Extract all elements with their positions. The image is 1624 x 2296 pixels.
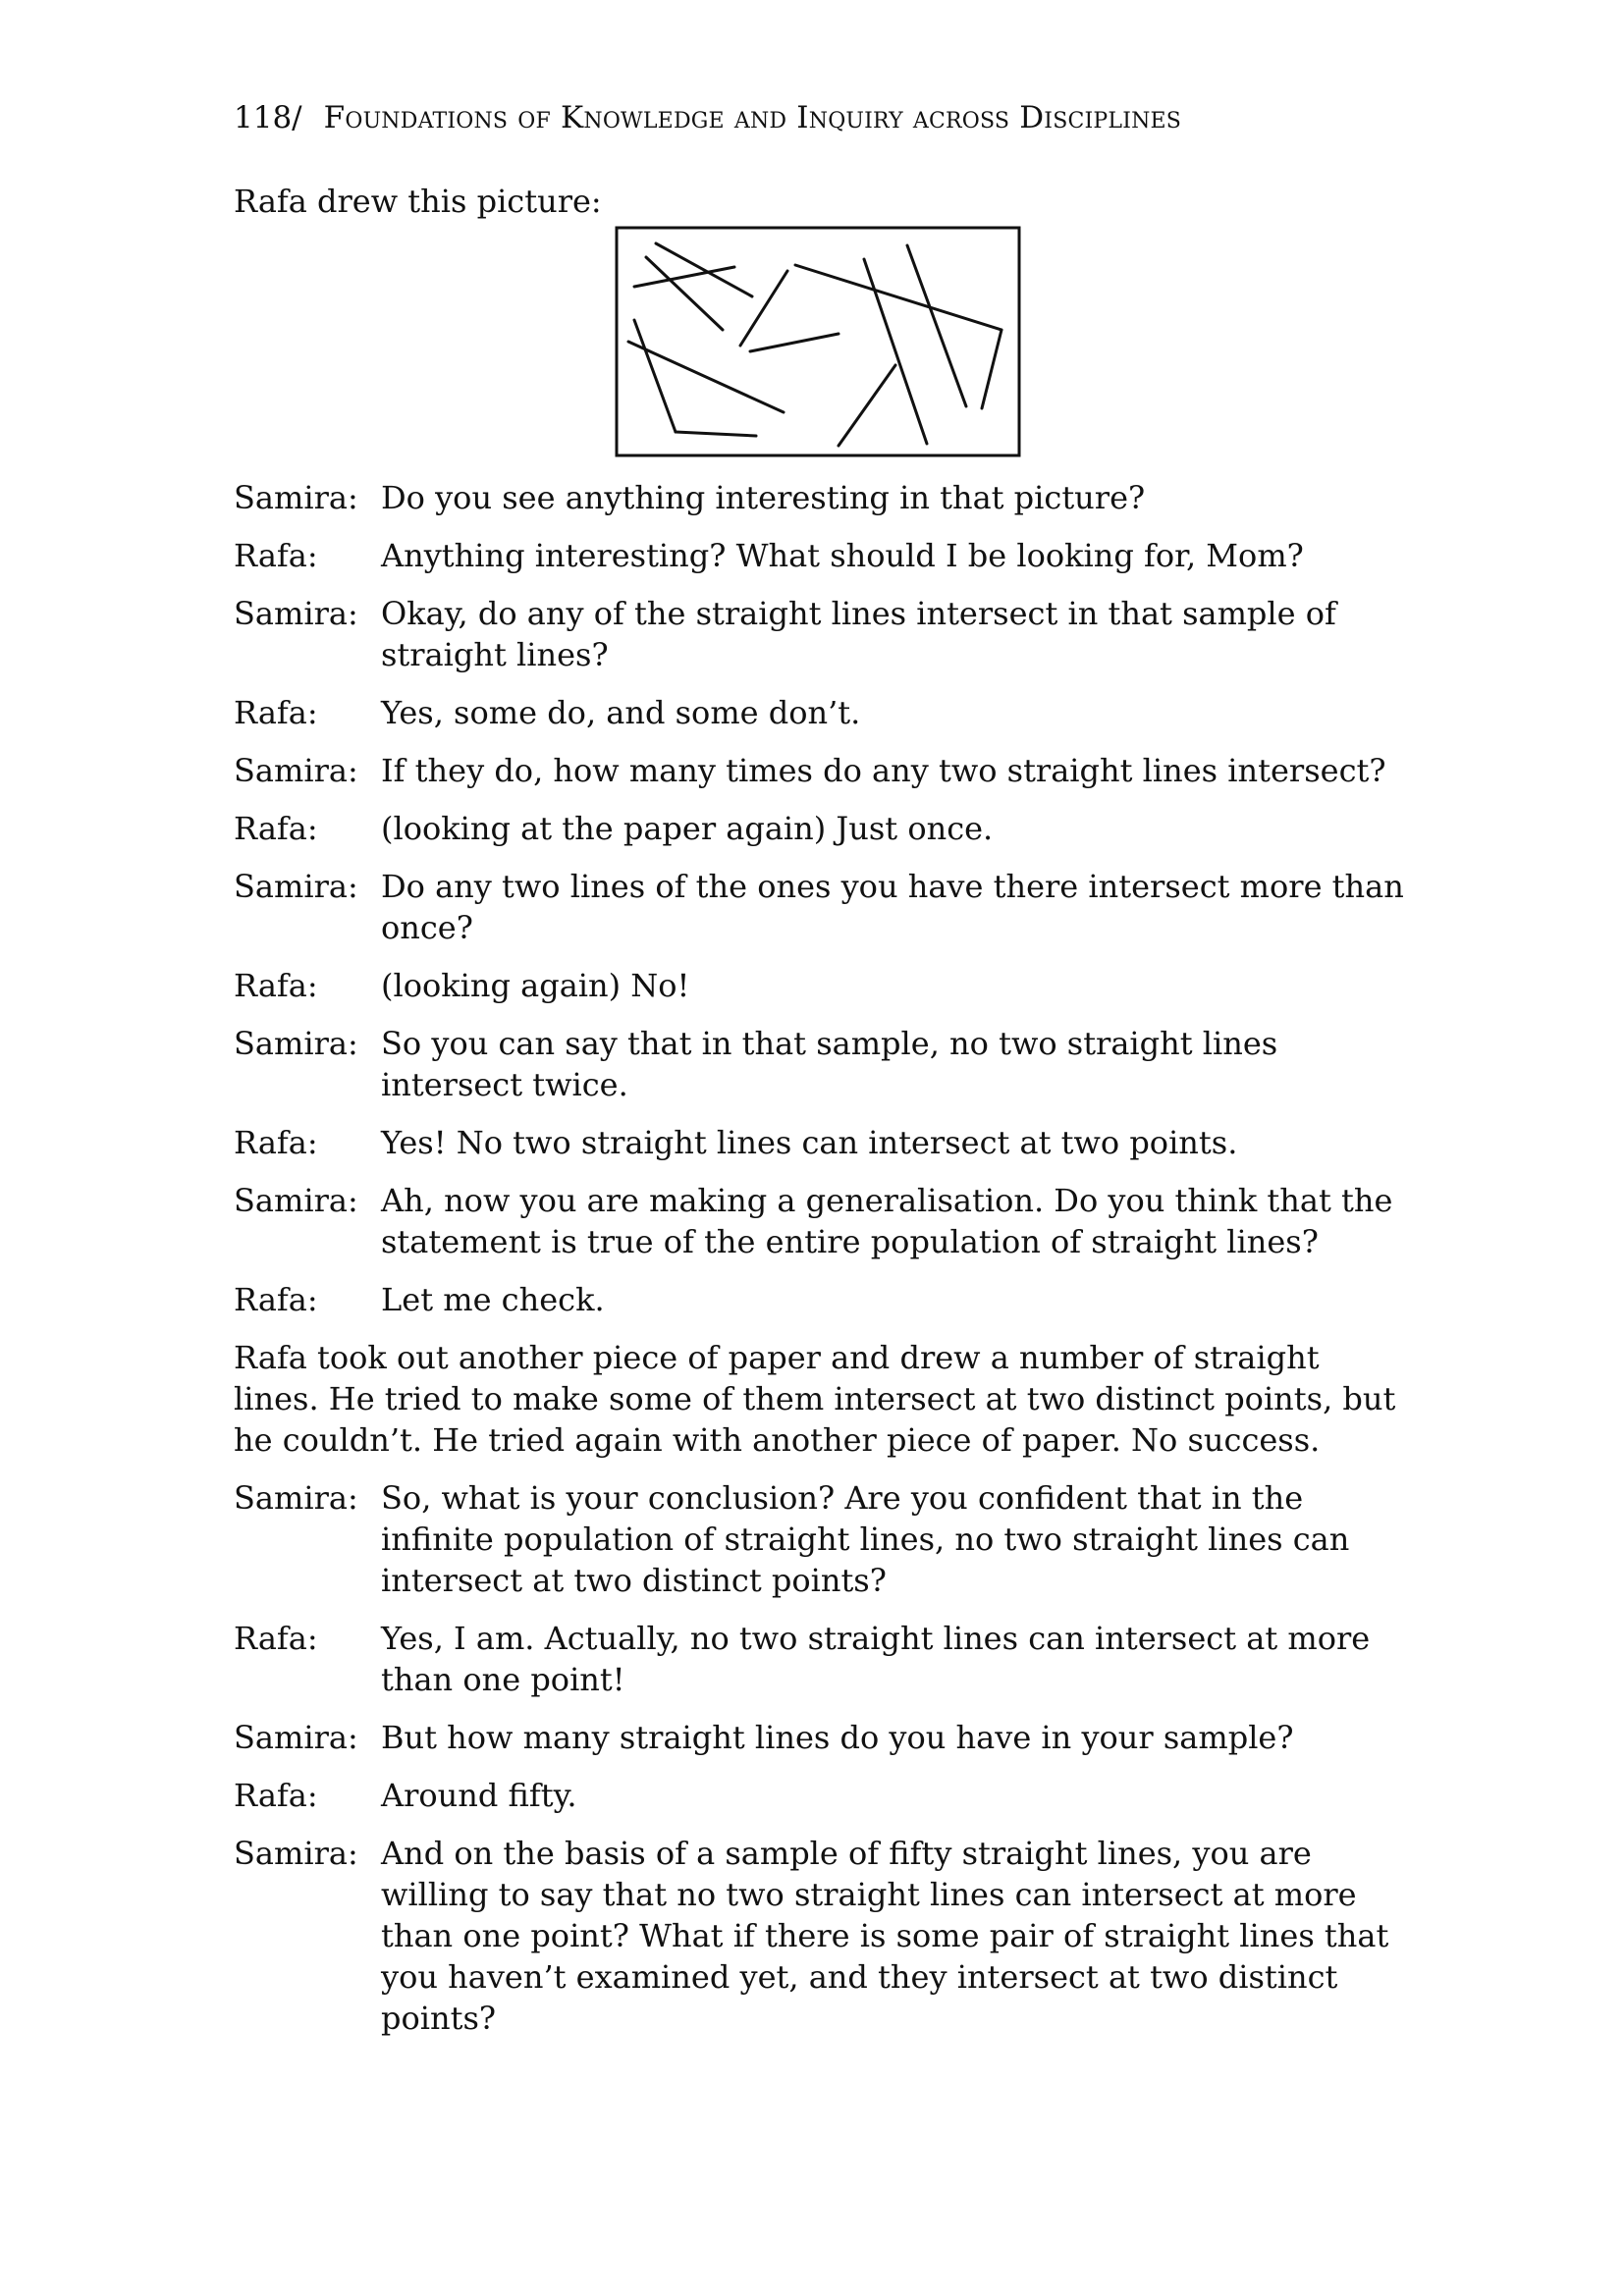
dialogue-turn [234, 477, 1412, 518]
intro-line: Rafa drew this picture: [234, 183, 602, 220]
speaker-label: Samira: [234, 1182, 358, 1219]
running-head [234, 98, 1412, 137]
speaker-label: Samira: [234, 1719, 358, 1756]
dialogue-turn [234, 965, 1412, 1006]
book-title: Foundations of Knowledge and Inquiry across Disciplines [323, 100, 1182, 135]
page-number: 118 [234, 100, 293, 135]
speech-text: Do any two lines of the ones you have there intersect more than once? [381, 868, 1404, 946]
dialogue-turn [234, 1775, 1412, 1816]
dialogue-turn [234, 1618, 1412, 1700]
book-page [234, 98, 1412, 2056]
speech-text: (looking at the paper again) Just once. [381, 810, 994, 847]
speech-text: And on the basis of a sample of fifty straight lines, you are willing to say that no two straight lines can intersect at more than one point? What if there is some pair of straight lines that you haven’t examined yet, and they intersect at two distinct points? [381, 1835, 1389, 2037]
speech-text: Yes! No two straight lines can intersect at two points. [381, 1124, 1238, 1161]
speaker-label: Rafa: [234, 1124, 318, 1161]
figure-line [839, 365, 895, 446]
page-separator: / [292, 100, 302, 135]
speaker-label: Samira: [234, 595, 358, 632]
speech-text: Anything interesting? What should I be looking for, Mom? [381, 537, 1304, 574]
dialogue-turn [234, 535, 1412, 576]
figure-line [628, 342, 784, 412]
dialogue-turn [234, 593, 1412, 675]
dialogue-turn [234, 750, 1412, 791]
dialogue-turn [234, 1180, 1412, 1262]
random-straight-lines-figure [615, 226, 1021, 457]
dialogue-turn [234, 1477, 1412, 1601]
figure-line [646, 257, 723, 330]
speaker-label: Rafa: [234, 1777, 318, 1814]
speech-text: Ah, now you are making a generalisation. Do you think that the statement is true of the entire population of straight lines? [381, 1182, 1393, 1260]
dialogue-part-2 [234, 1477, 1412, 2039]
speaker-label: Rafa: [234, 810, 318, 847]
dialogue-turn [234, 1717, 1412, 1758]
figure-frame [617, 228, 1019, 455]
figure-line [656, 243, 752, 296]
dialogue-turn [234, 692, 1412, 733]
speech-text: Okay, do any of the straight lines intersect in that sample of straight lines? [381, 595, 1336, 673]
speaker-label: Samira: [234, 868, 358, 905]
speech-text: But how many straight lines do you have in your sample? [381, 1719, 1294, 1756]
speaker-label: Samira: [234, 1835, 358, 1872]
figure-line [740, 271, 787, 346]
speaker-label: Rafa: [234, 967, 318, 1004]
figure-line [982, 330, 1001, 408]
speech-text: (looking again) No! [381, 967, 690, 1004]
speech-text: If they do, how many times do any two straight lines intersect? [381, 752, 1386, 789]
dialogue-turn [234, 1122, 1412, 1163]
speech-text: Around fifty. [381, 1777, 577, 1814]
speech-text: Let me check. [381, 1281, 605, 1318]
figure-line [907, 245, 966, 406]
speech-text: So you can say that in that sample, no two straight lines intersect twice. [381, 1025, 1278, 1103]
figure-line [676, 432, 756, 436]
speech-text: Do you see anything interesting in that picture? [381, 479, 1146, 516]
dialogue-turn [234, 808, 1412, 849]
dialogue-turn [234, 866, 1412, 948]
speech-text: Yes, some do, and some don’t. [381, 694, 861, 731]
figure-line [864, 259, 927, 444]
dialogue-turn [234, 1833, 1412, 2039]
dialogue-turn [234, 1279, 1412, 1320]
figure-line [634, 320, 676, 432]
speaker-label: Rafa: [234, 1281, 318, 1318]
speech-text: Yes, I am. Actually, no two straight lines can intersect at more than one point! [381, 1620, 1371, 1698]
speaker-label: Samira: [234, 1025, 358, 1062]
speaker-label: Rafa: [234, 694, 318, 731]
figure-line [795, 265, 1001, 330]
speaker-label: Rafa: [234, 537, 318, 574]
speaker-label: Samira: [234, 1479, 358, 1517]
speaker-label: Samira: [234, 752, 358, 789]
speech-text: So, what is your conclusion? Are you confident that in the infinite population of straight lines, no two straight lines can intersect at two distinct points? [381, 1479, 1350, 1599]
figure-line [750, 334, 839, 351]
dialogue-turn [234, 1023, 1412, 1105]
speaker-label: Samira: [234, 479, 358, 516]
dialogue-part-1 [234, 477, 1412, 1320]
narration-paragraph: Rafa took out another piece of paper and drew a number of straight lines. He tried to make some of them intersect at two distinct points, but he couldn’t. He tried again with another piece of paper. No success. [234, 1339, 1396, 1459]
speaker-label: Rafa: [234, 1620, 318, 1657]
